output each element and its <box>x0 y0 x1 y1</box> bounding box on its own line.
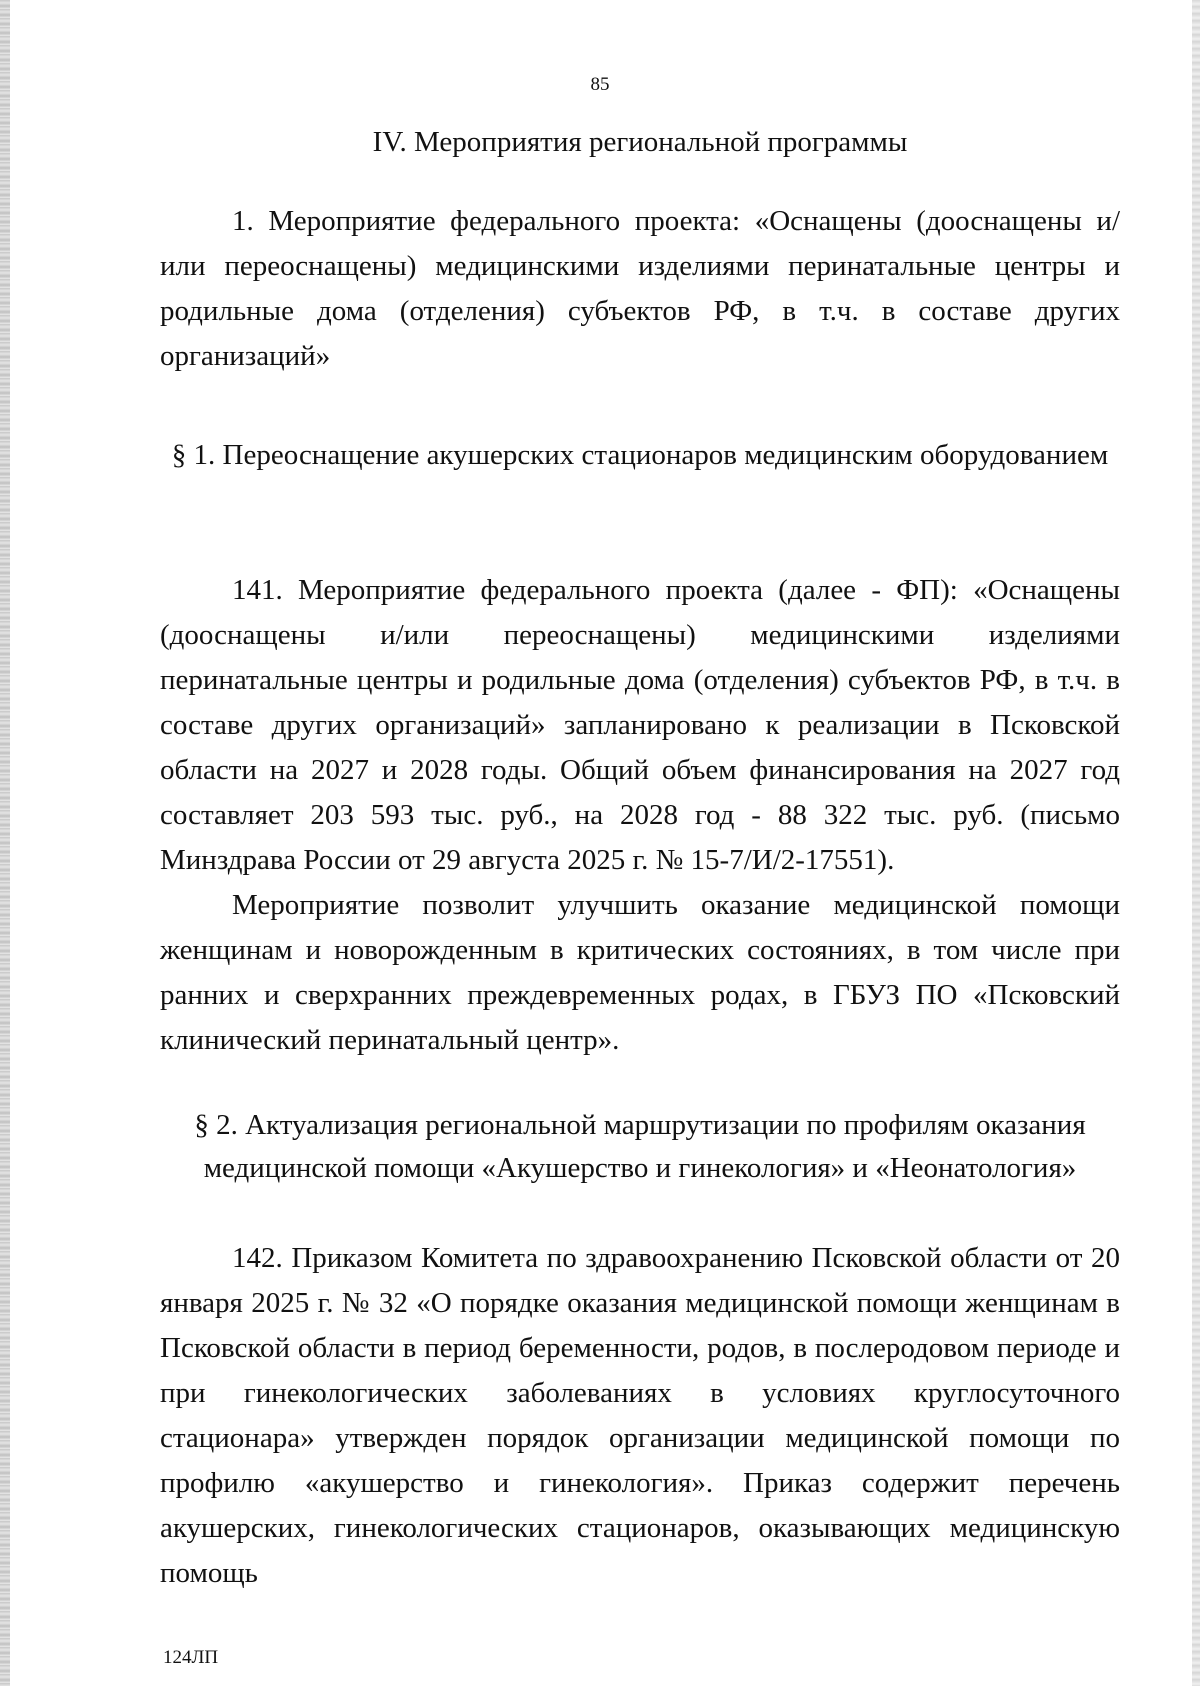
scan-edge-right <box>1192 0 1200 1686</box>
paragraph-1-heading: § 1. Переоснащение акушерских стационаров медицинским оборудованием <box>171 439 1109 471</box>
item-141-continuation: Мероприятие позволит улучшить оказание медицинской помощи женщинам и новорожденным в критических состояниях, в том числе при ранних и сверхранних преждевременных родах, в ГБУЗ ПО «Псковский клинический перинатальный центр». <box>160 889 1120 1056</box>
section-title: IV. Мероприятия региональной программы <box>372 126 908 158</box>
paragraph-2-heading: § 2. Актуализация региональной маршрутизации по профилям оказания медицинской помощи «Акушерство и гинекология» и «Неонатология» <box>194 1109 1086 1184</box>
scan-edge-left <box>0 0 10 1686</box>
item-142-paragraph: 142. Приказом Комитета по здравоохранению Псковской области от 20 января 2025 г. № 32 «О порядке оказания медицинской помощи женщинам в Псковской области в период беременности, родов, в послеродовом периоде и при гинекологических заболеваниях в условиях круглосуточного стационара» утвержден порядок организации медицинской помощи по профилю «акушерство и гинекология». Приказ содержит перечень акушерских, гинекологических стационаров, оказывающих медицинскую помощь <box>160 1242 1120 1589</box>
page-number: 85 <box>590 74 610 95</box>
event-1-paragraph: 1. Мероприятие федерального проекта: «Оснащены (дооснащены и/или переоснащены) медицинскими изделиями перинатальные центры и родильные дома (отделения) субъектов РФ, в т.ч. в составе других организаций» <box>160 205 1120 372</box>
item-141-paragraph: 141. Мероприятие федерального проекта (далее - ФП): «Оснащены (дооснащены и/или переоснащены) медицинскими изделиями перинатальные центры и родильные дома (отделения) субъектов РФ, в т.ч. в составе других организаций» запланировано к реализации в Псковской области на 2027 и 2028 годы. Общий объем финансирования на 2027 год составляет 203 593 тыс. руб., на 2028 год - 88 322 тыс. руб. (письмо Минздрава России от 29 августа 2025 г. № 15-7/И/2-17551). <box>160 574 1120 876</box>
footer-document-code: 124ЛП <box>163 1647 219 1668</box>
